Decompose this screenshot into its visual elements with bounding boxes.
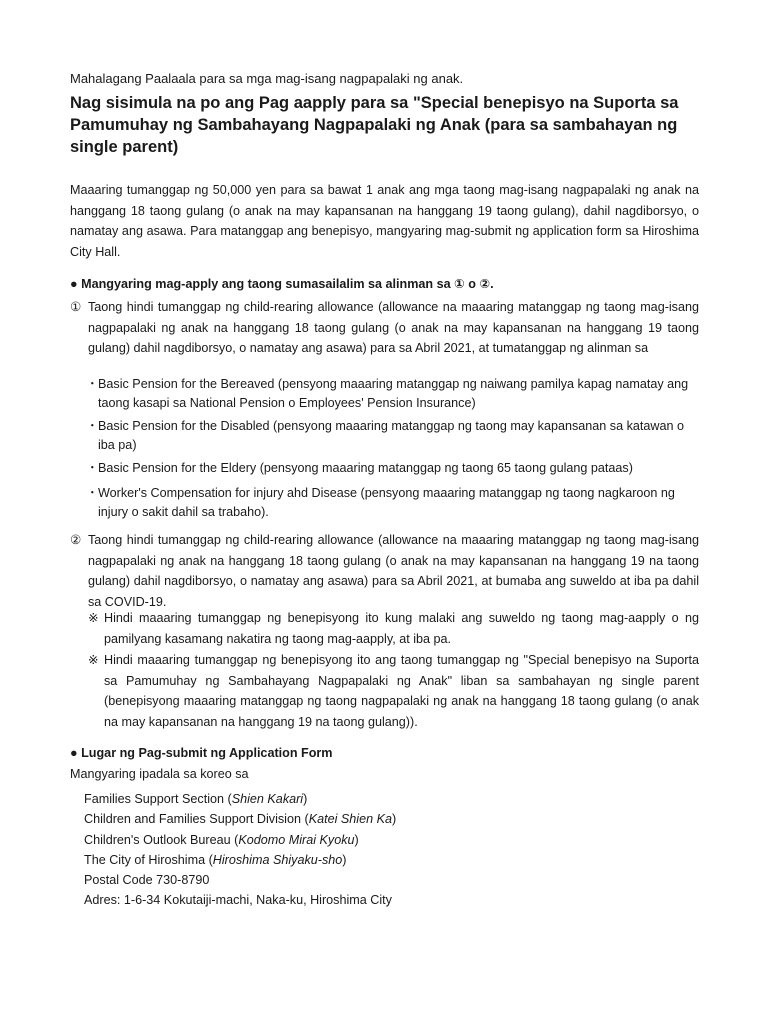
address-line-bureau: Children's Outlook Bureau (Kodomo Mirai Kyoku) — [84, 832, 359, 847]
address-line-section: Families Support Section (Shien Kakari) — [84, 792, 308, 806]
note-text: Hindi maaaring tumanggap ng benepisyong ito ang taong tumanggap ng "Special benepisyo na Suporta sa Pamumuhay ng Sambahayang Nagpapalaki ng Anak" liban sa sambahayan ng single parent (benepisyong maaaring matanggap ng taong nagpapalaki ng anak na hanggang 18 taong gulang (o anak na may kapansanan na hanggang 19 na taong gulang)). — [104, 653, 699, 729]
pension-item — [86, 484, 696, 522]
postal-code: Postal Code 730-8790 — [84, 873, 210, 888]
note-item — [88, 608, 699, 649]
condition-2-number: ② — [70, 533, 82, 547]
note-item — [88, 650, 699, 732]
reference-mark: ※ — [88, 653, 99, 667]
bullet-dot: ・ — [86, 461, 99, 475]
condition-1-number: ① — [70, 300, 82, 314]
street-address: Adres: 1-6-34 Kokutaiji-machi, Naka-ku, Hiroshima City — [84, 893, 392, 908]
condition-1-text: Taong hindi tumanggap ng child-rearing allowance (allowance na maaaring matanggap ng taong mag-isang nagpapalaki ng anak na hanggang 18 taong gulang (o anak na may kapansanan na hanggang 19 taong gulang) dahil nagdiborsyo, o namatay ang asawa) para sa Abril 2021, at tumatanggap ng alinman sa — [88, 300, 699, 355]
note-text: Hindi maaaring tumanggap ng benepisyong ito kung malaki ang suweldo ng taong mag-aapply o ng pamilyang kasamang nakatira ng taong mag-aapply, at iba pa. — [104, 611, 699, 646]
eligibility-heading: ● Mangyaring mag-apply ang taong sumasailalim sa alinman sa ① o ②. — [70, 277, 494, 291]
document-title: Nag sisimula na po ang Pag aapply para sa "Special benepisyo na Suporta sa Pamumuhay ng Sambahayang Nagpapalaki ng Anak (para sa sambahayan ng single parent) — [70, 94, 679, 156]
mailing-address — [84, 789, 396, 911]
pension-text: Basic Pension for the Eldery (pensyong maaaring matanggap ng taong 65 taong gulang pataas) — [98, 461, 633, 475]
submission-heading: ● Lugar ng Pag-submit ng Application Form — [70, 746, 333, 760]
pension-item — [86, 375, 696, 413]
address-line-division: Children and Families Support Division (Katei Shien Ka) — [84, 812, 397, 827]
pension-text: Basic Pension for the Disabled (pensyong maaaring matanggap ng taong may kapansanan sa katawan o iba pa) — [98, 419, 684, 452]
send-via-text: Mangyaring ipadala sa koreo sa — [70, 767, 249, 781]
intro-paragraph: Maaaring tumanggap ng 50,000 yen para sa bawat 1 anak ang mga taong mag-isang nagpapalaki ng anak na hanggang 18 taong gulang (o anak na may kapansanan na hanggang 19 taong gulang), dahil nagdiborsyo, o namatay ang asawa. Para matanggap ang benepisyo, mangyaring mag-submit ng application form sa Hiroshima City Hall. — [70, 183, 699, 259]
pension-item — [86, 417, 696, 455]
reference-mark: ※ — [88, 611, 99, 625]
condition-2-text: Taong hindi tumanggap ng child-rearing allowance (allowance na maaaring matanggap ng taong mag-isang nagpapalaki ng anak na hanggang 18 taong gulang (o anak na may kapansanan na hanggang 19 na taong gulang) dahil nagdiborsyo, o namatay ang asawa) para sa Abril 2021, at bumaba ang suweldo at iba pa dahil sa COVID-19. — [88, 533, 699, 609]
address-line-city: The City of Hiroshima (Hiroshima Shiyaku-sho) — [84, 852, 347, 867]
bullet-dot: ・ — [86, 486, 99, 500]
bullet-dot: ・ — [86, 419, 99, 433]
bullet-dot: ・ — [86, 377, 99, 391]
pension-text: Worker's Compensation for injury ahd Disease (pensyong maaaring matanggap ng taong nagkaroon ng injury o sakit dahil sa trabaho). — [98, 486, 675, 519]
pension-item — [86, 459, 696, 478]
notice-line: Mahalagang Paalaala para sa mga mag-isang nagpapalaki ng anak. — [70, 71, 464, 86]
pension-text: Basic Pension for the Bereaved (pensyong maaaring matanggap ng naiwang pamilya kapag namatay ang taong kasapi sa National Pension o Employees' Pension Insurance) — [98, 377, 689, 410]
condition-2 — [70, 530, 699, 612]
condition-1 — [70, 297, 699, 359]
